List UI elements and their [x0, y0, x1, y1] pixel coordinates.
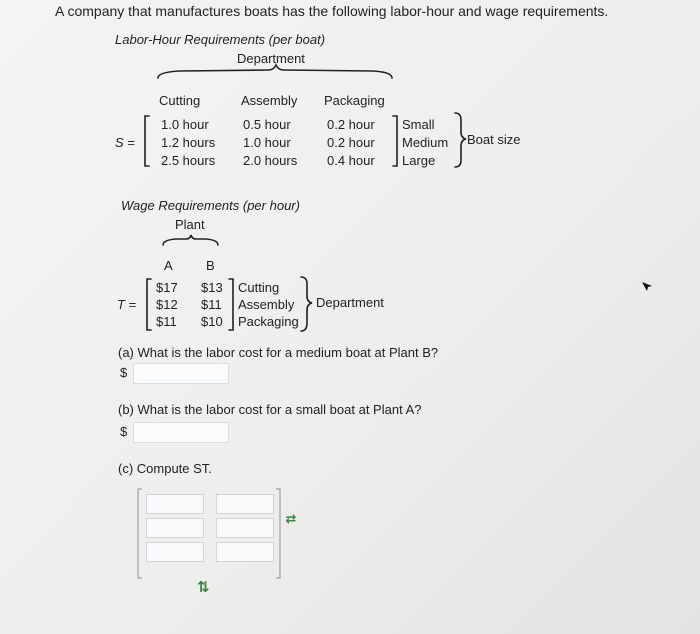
s-cell: 0.5 hour — [243, 117, 291, 132]
st-right-bracket — [276, 489, 280, 578]
col-header-packaging: Packaging — [324, 93, 385, 108]
overbrace-plant — [163, 235, 218, 245]
add-remove-column-icon[interactable]: ⇄ — [285, 511, 297, 526]
col-header-a: A — [164, 258, 173, 273]
cursor-icon — [642, 282, 652, 291]
t-cell: $11 — [156, 314, 177, 329]
row-label-packaging: Packaging — [238, 314, 299, 329]
row-label-large: Large — [402, 153, 436, 168]
t-cell: $12 — [156, 297, 178, 312]
row-label-assembly: Assembly — [238, 297, 295, 312]
row-label-medium: Medium — [402, 135, 449, 150]
currency-sign: $ — [120, 424, 128, 439]
s-cell: 1.2 hours — [161, 135, 216, 150]
row-label-small: Small — [402, 117, 435, 132]
st-left-bracket — [138, 489, 142, 578]
boat-size-label: Boat size — [467, 132, 521, 147]
wage-title: Wage Requirements (per hour) — [121, 198, 300, 213]
t-cell: $13 — [201, 280, 223, 295]
t-cell: $17 — [156, 280, 178, 295]
s-cell: 0.4 hour — [327, 153, 375, 168]
currency-sign: $ — [120, 365, 128, 380]
matrix-t-label: T = — [117, 297, 137, 312]
s-cell: 0.2 hour — [327, 135, 375, 150]
matrix-s-label: S = — [115, 135, 135, 150]
t-cell: $11 — [201, 297, 222, 312]
question-a-text: (a) What is the labor cost for a medium boat at Plant B? — [118, 345, 439, 360]
add-remove-row-icon[interactable]: ⇅ — [197, 579, 210, 596]
s-cell: 0.2 hour — [327, 117, 375, 132]
col-header-assembly: Assembly — [241, 93, 298, 108]
overbrace-department — [158, 65, 392, 78]
question-b-text: (b) What is the labor cost for a small boat at Plant A? — [118, 402, 422, 417]
s-cell: 1.0 hour — [161, 117, 209, 132]
labor-title: Labor-Hour Requirements (per boat) — [115, 32, 326, 47]
brace-boat-size — [455, 113, 466, 167]
intro-text: A company that manufactures boats has the following labor-hour and wage requirements. — [55, 3, 609, 19]
department-label: Department — [316, 295, 384, 310]
s-right-bracket — [393, 116, 397, 166]
department-header: Department — [237, 51, 305, 66]
s-left-bracket — [145, 116, 149, 166]
t-left-bracket — [147, 279, 151, 330]
question-c-text: (c) Compute ST. — [118, 461, 212, 476]
s-cell: 1.0 hour — [243, 135, 291, 150]
row-label-cutting: Cutting — [238, 280, 280, 295]
s-cell: 2.0 hours — [243, 153, 298, 168]
s-cell: 2.5 hours — [161, 153, 216, 168]
t-right-bracket — [229, 279, 233, 330]
col-header-cutting: Cutting — [159, 93, 201, 108]
brace-department — [301, 277, 312, 331]
plant-header: Plant — [175, 217, 205, 232]
col-header-b: B — [206, 258, 215, 273]
t-cell: $10 — [201, 314, 223, 329]
